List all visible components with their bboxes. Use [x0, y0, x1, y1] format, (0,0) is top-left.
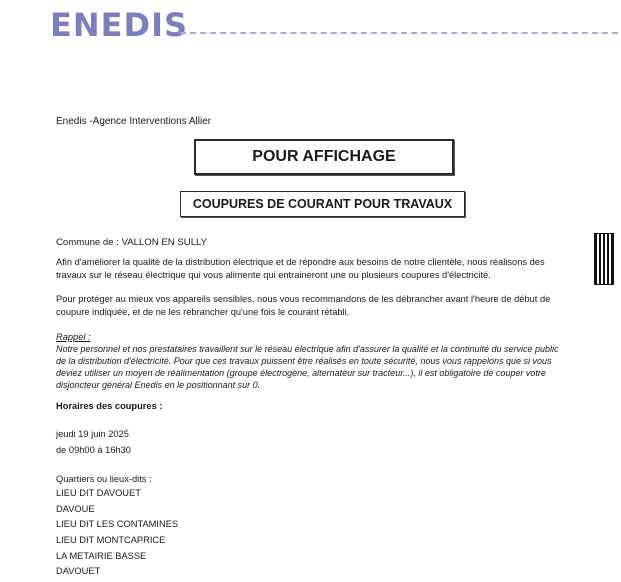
list-item: LIEU DIT MONTCAPRICE	[56, 535, 166, 546]
horaires-heading: Horaires des coupures :	[56, 401, 163, 411]
places-list	[56, 488, 178, 582]
list-item: LIEU DIT DAVOUET	[56, 488, 141, 498]
list-item: LIEU DIT LES CONTAMINES	[56, 519, 179, 530]
rappel-label: Rappel :	[56, 332, 91, 342]
header-divider	[180, 32, 618, 34]
agency-name: Enedis -Agence Interventions Allier	[56, 116, 212, 127]
list-item: DAVOUET	[56, 566, 101, 577]
quartiers-heading: Quartiers ou lieux-dits :	[56, 474, 152, 484]
intro-paragraph: Afin d'améliorer la qualité de la distribution électrique et de répondre aux besoins de notre clientèle, nous réalisons des travaux sur le réseau électrique qui vous alimente qui entraineront une ou plusieurs coupures d'électricité.	[56, 257, 545, 281]
notice-subtitle-text: COUPURES DE COURANT POUR TRAVAUX	[192, 197, 453, 211]
notice-title	[194, 139, 454, 175]
rappel-text: Notre personnel et nos prestataires travaillent sur le réseau électrique afin d'assurer la qualité et la continuité du service public de la distribution d'électricité. Pour que ces travaux puissent être réalisés en toute sécurité, nous vous rappelons que si vous deviez utiliser un moyen de réalimentation (groupe électrogène, alternateur sur tracteur...), il est obligatoire de couper votre disjoncteur général Enedis en le positionnant sur 0.	[56, 344, 559, 390]
list-item: DAVOUE	[56, 503, 95, 514]
notice-title-text: POUR AFFICHAGE	[252, 148, 396, 165]
advice-paragraph: Pour protéger au mieux vos appareils sensibles, nous vous recommandons de les débrancher avant l'heure de début de coupure indiquée, et de ne les rebrancher qu'une fois le courant rétabli.	[56, 294, 551, 318]
commune-line: Commune de : VALLON EN SULLY	[56, 237, 208, 248]
outage-time: de 09h00 à 16h30	[56, 445, 131, 455]
notice-subtitle	[180, 191, 465, 217]
list-item: LA METAIRIE BASSE	[56, 550, 147, 561]
enedis-logo: ENEDIS	[50, 6, 189, 44]
qr-code-icon	[594, 233, 614, 285]
outage-date: jeudi 19 juin 2025	[56, 429, 129, 439]
